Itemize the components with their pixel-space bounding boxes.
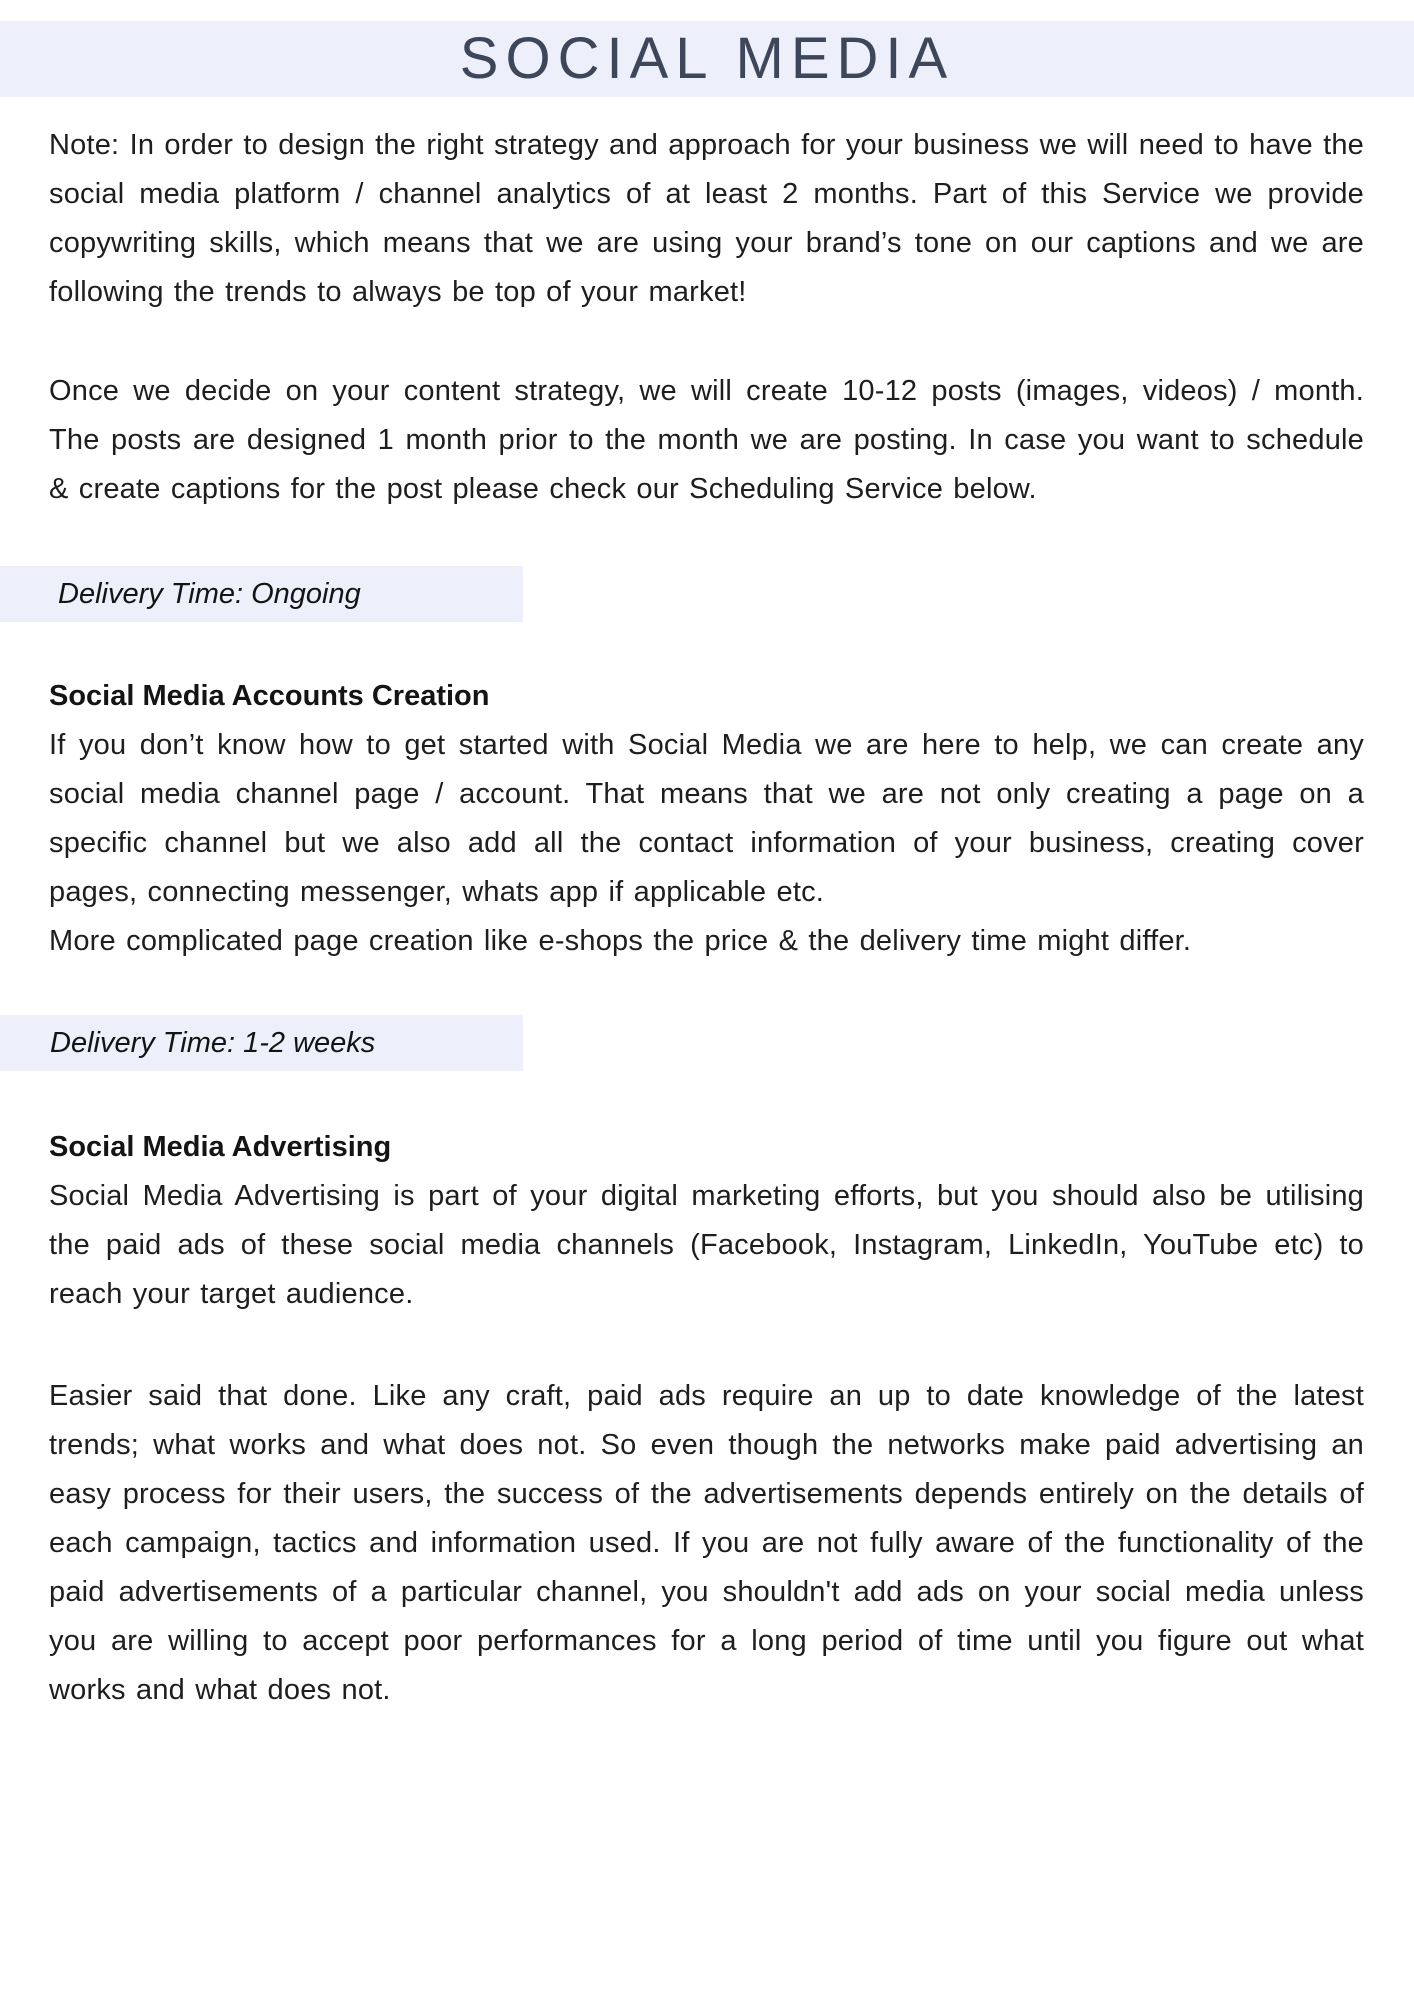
delivery-time-ongoing-band: [0, 566, 523, 622]
intro-strategy-paragraph: Once we decide on your content strategy, we will create 10-12 posts (images, videos) / month. The posts are designed 1 month prior to the month we are posting. In case you want to schedule & create captions for the post please check our Scheduling Service below.: [49, 375, 1364, 505]
advertising-heading: Social Media Advertising: [49, 1131, 392, 1163]
accounts-creation-heading: Social Media Accounts Creation: [49, 680, 490, 712]
page-title-band: [0, 21, 1414, 97]
advertising-paragraph-1: Social Media Advertising is part of your digital marketing efforts, but you should also be utilising the paid ads of these social media channels (Facebook, Instagram, LinkedIn, YouTube etc) to reach your target audience.: [49, 1180, 1364, 1310]
accounts-creation-section: [0, 672, 1414, 966]
advertising-section: [0, 1123, 1414, 1715]
intro-section: [0, 121, 1414, 514]
accounts-creation-paragraph-1: If you don’t know how to get started with Social Media we are here to help, we can create any social media channel page / account. That means that we are not only creating a page on a specific channel but we also add all the contact information of your business, creating cover pages, connecting messenger, whats app if applicable etc.: [49, 729, 1364, 908]
accounts-creation-paragraph-2: More complicated page creation like e-shops the price & the delivery time might differ.: [49, 925, 1192, 957]
intro-note-paragraph: Note: In order to design the right strategy and approach for your business we will need to have the social media platform / channel analytics of at least 2 months. Part of this Service we provide copywriting skills, which means that we are using your brand’s tone on our captions and we are following the trends to always be top of your market!: [49, 129, 1364, 308]
advertising-paragraph-2: Easier said that done. Like any craft, paid ads require an up to date knowledge of the latest trends; what works and what does not. So even though the networks make paid advertising an easy process for their users, the success of the advertisements depends entirely on the details of each campaign, tactics and information used. If you are not fully aware of the functionality of the paid advertisements of a particular channel, you shouldn't add ads on your social media unless you are willing to accept poor performances for a long period of time until you figure out what works and what does not.: [49, 1380, 1364, 1706]
page-title: SOCIAL MEDIA: [459, 26, 955, 91]
delivery-time-weeks-label: Delivery Time: 1-2 weeks: [50, 1026, 376, 1059]
delivery-time-ongoing-label: Delivery Time: Ongoing: [58, 577, 361, 610]
delivery-time-weeks-band: [0, 1015, 523, 1071]
